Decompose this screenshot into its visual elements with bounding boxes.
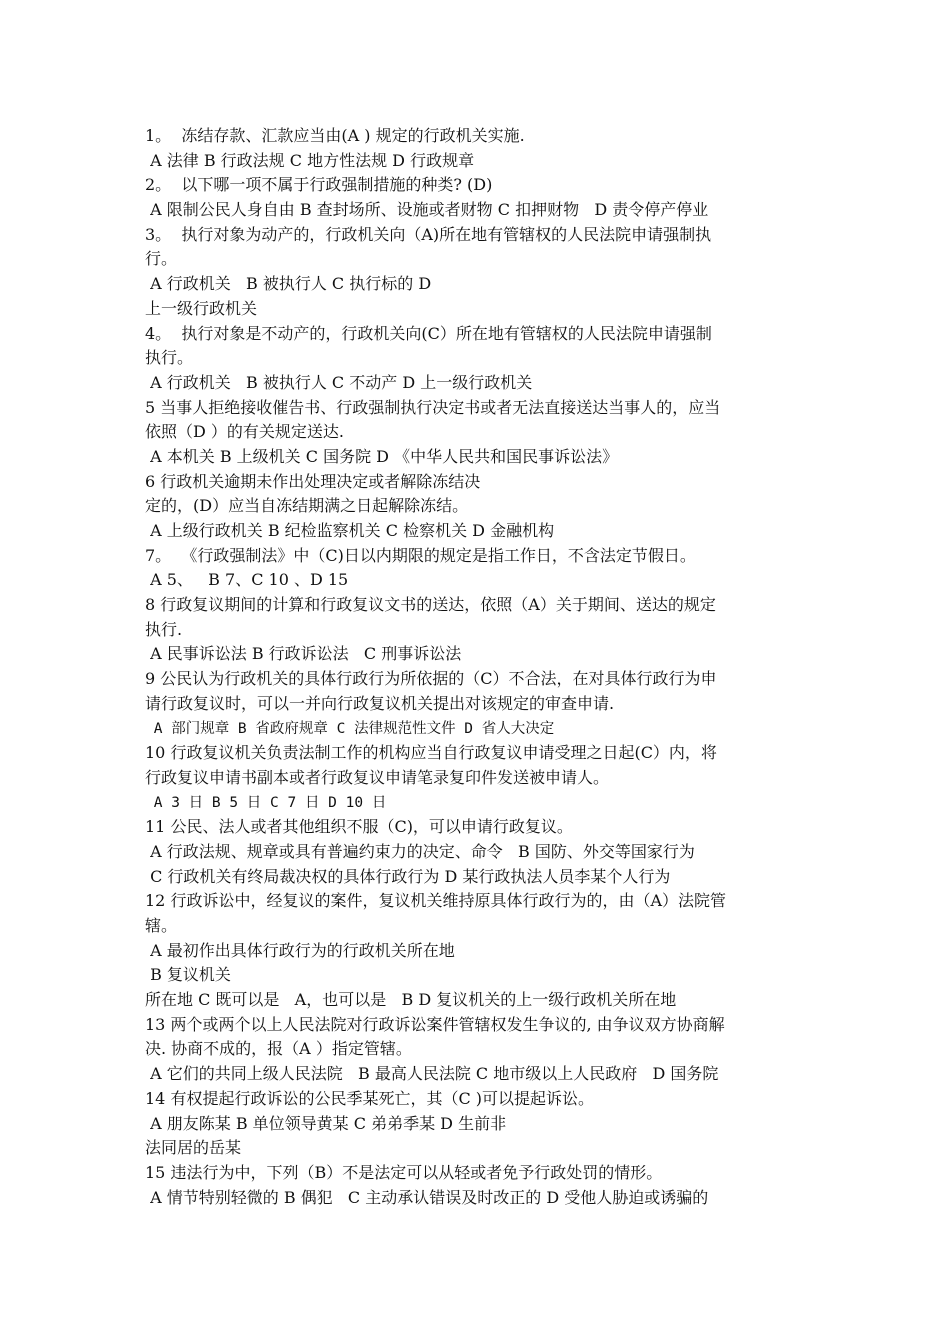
question-14-options-cont: 法同居的岳某 (145, 1138, 242, 1158)
question-13-stem-cont: 决. 协商不成的，报（A ）指定管辖。 (145, 1039, 412, 1059)
question-7-options: A 5、 B 7、C 10 、D 15 (145, 570, 349, 590)
question-8-stem: 8 行政复议期间的计算和行政复议文书的送达，依照（A）关于期间、送达的规定 (145, 595, 716, 615)
question-1-options: A 法律 B 行政法规 C 地方性法规 D 行政规章 (145, 150, 475, 170)
question-3-stem-cont: 行。 (145, 249, 178, 269)
question-13-options: A 它们的共同上级人民法院 B 最高人民法院 C 地市级以上人民政府 D 国务院 (145, 1064, 719, 1084)
question-5-stem-cont: 依照（D ）的有关规定送达. (145, 422, 345, 442)
question-6-stem-cont: 定的，(D）应当自冻结期满之日起解除冻结。 (145, 496, 469, 516)
question-8-stem-cont: 执行. (145, 619, 183, 639)
question-5-stem: 5 当事人拒绝接收催告书、行政强制执行决定书或者无法直接送达当事人的，应当 (145, 397, 721, 417)
question-14-options: A 朋友陈某 B 单位领导黄某 C 弟弟季某 D 生前非 (145, 1113, 507, 1133)
question-15-stem: 15 违法行为中，下列（B）不是法定可以从轻或者免予行政处罚的情形。 (145, 1162, 663, 1182)
question-8-options: A 民事诉讼法 B 行政诉讼法 C 刑事诉讼法 (145, 644, 462, 664)
question-12-option-a: A 最初作出具体行政行为的行政机关所在地 (145, 940, 455, 960)
question-14-stem: 14 有权提起行政诉讼的公民季某死亡，其（C )可以提起诉讼。 (145, 1088, 595, 1108)
document-body (145, 124, 813, 1210)
question-6-stem: 6 行政机关逾期未作出处理决定或者解除冻结决 (145, 471, 481, 491)
question-10-stem: 10 行政复议机关负责法制工作的机构应当自行政复议申请受理之日起(C）内，将 (145, 743, 717, 763)
question-9-stem: 9 公民认为行政机关的具体行政行为所依据的（C）不合法，在对具体行政行为申 (145, 669, 717, 689)
question-10-options: A 3 日 B 5 日 C 7 日 D 10 日 (145, 794, 387, 811)
question-9-stem-cont: 请行政复议时，可以一并向行政复议机关提出对该规定的审查申请. (145, 693, 615, 713)
question-6-options: A 上级行政机关 B 纪检监察机关 C 检察机关 D 金融机构 (145, 521, 555, 540)
question-1-stem: 1。 冻结存款、汇款应当由(A ) 规定的行政机关实施. (145, 126, 525, 145)
question-12-options-cont: 所在地 C 既可以是 A，也可以是 B D 复议机关的上一级行政机关所在地 (145, 990, 677, 1010)
question-9-options: A 部门规章 B 省政府规章 C 法律规范性文件 D 省人大决定 (145, 720, 555, 737)
question-11-stem: 11 公民、法人或者其他组织不服（C)，可以申请行政复议。 (145, 817, 573, 837)
question-3-options-cont: 上一级行政机关 (145, 298, 258, 318)
question-10-stem-cont: 行政复议申请书副本或者行政复议申请笔录复印件发送被申请人。 (145, 767, 610, 787)
question-7-stem: 7。 《行政强制法》中（C)日以内期限的规定是指工作日，不含法定节假日。 (145, 545, 696, 565)
question-12-stem: 12 行政诉讼中，经复议的案件，复议机关维持原具体行政行为的，由（A）法院管 (145, 891, 727, 911)
question-4-stem-cont: 执行。 (145, 348, 194, 368)
question-5-options: A 本机关 B 上级机关 C 国务院 D 《中华人民共和国民事诉讼法》 (145, 446, 619, 466)
question-11-options-cont: C 行政机关有终局裁决权的具体行政行为 D 某行政执法人员李某个人行为 (145, 866, 671, 886)
question-3-options: A 行政机关 B 被执行人 C 执行标的 D (145, 274, 432, 294)
question-15-options: A 情节特别轻微的 B 偶犯 C 主动承认错误及时改正的 D 受他人胁迫或诱骗的 (145, 1187, 709, 1207)
question-4-stem: 4。 执行对象是不动产的，行政机关向(C）所在地有管辖权的人民法院申请强制 (145, 323, 712, 343)
question-2-options: A 限制公民人身自由 B 查封场所、设施或者财物 C 扣押财物 D 责令停产停业 (145, 200, 709, 220)
question-4-options: A 行政机关 B 被执行人 C 不动产 D 上一级行政机关 (145, 372, 533, 392)
question-13-stem: 13 两个或两个以上人民法院对行政诉讼案件管辖权发生争议的, 由争议双方协商解 (145, 1014, 725, 1034)
question-2-stem: 2。 以下哪一项不属于行政强制措施的种类? (D) (145, 175, 493, 195)
question-11-options: A 行政法规、规章或具有普遍约束力的决定、命令 B 国防、外交等国家行为 (145, 841, 695, 861)
question-3-stem: 3。 执行对象为动产的，行政机关向（A)所在地有管辖权的人民法院申请强制执 (145, 224, 712, 244)
question-12-option-b: B 复议机关 (145, 965, 231, 985)
question-12-stem-cont: 辖。 (145, 916, 178, 935)
